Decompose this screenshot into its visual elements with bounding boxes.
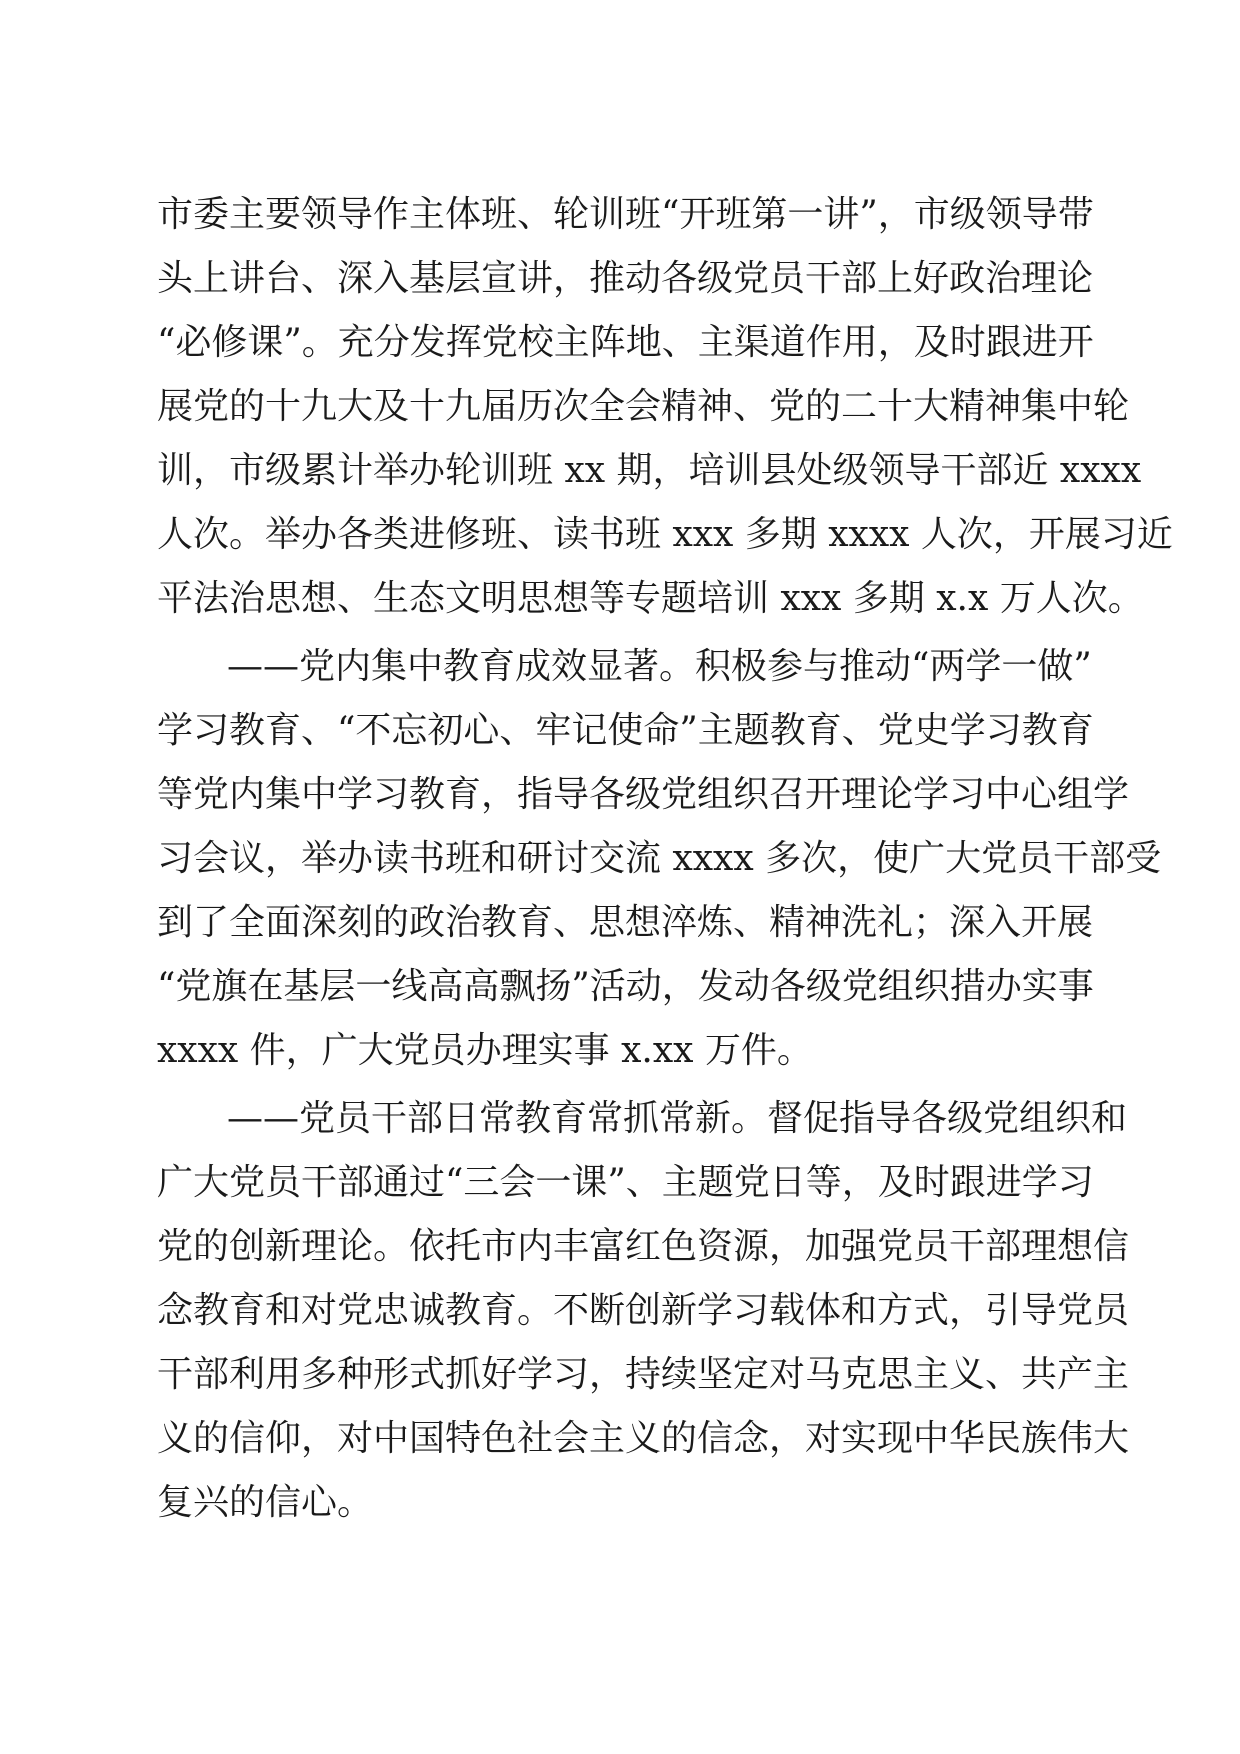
paragraph-line: 复兴的信心。 [157,1482,374,1523]
paragraph-line: 头上讲台、深入基层宣讲，推动各级党员干部上好政治理论 [157,258,1094,299]
paragraph-line: 义的信仰，对中国特色社会主义的信念，对实现中华民族伟大 [157,1418,1130,1459]
paragraph-line: “党旗在基层一线高高飘扬”活动，发动各级党组织措办实事 [157,966,1094,1007]
document-body [157,183,1173,1535]
paragraph-line: 党的创新理论。依托市内丰富红色资源，加强党员干部理想信 [157,1226,1130,1267]
paragraph-line: 念教育和对党忠诚教育。不断创新学习载体和方式，引导党员 [157,1290,1130,1331]
paragraph-line: 平法治思想、生态文明思想等专题培训 xxx 多期 x.x 万人次。 [157,578,1144,619]
paragraph-line: ——党内集中教育成效显著。积极参与推动“两学一做” [227,646,1092,687]
paragraph-training [157,183,1173,631]
paragraph-line: 训，市级累计举办轮训班 xx 期，培训县处级领导干部近 xxxx [157,450,1142,491]
paragraph-line: 广大党员干部通过“三会一课”、主题党日等，及时跟进学习 [157,1162,1094,1203]
paragraph-line: 展党的十九大及十九届历次全会精神、党的二十大精神集中轮 [157,386,1130,427]
paragraph-line: “必修课”。充分发挥党校主阵地、主渠道作用，及时跟进开 [157,322,1094,363]
paragraph-daily-education [157,1087,1130,1535]
paragraph-line: 习会议，举办读书班和研讨交流 xxxx 多次，使广大党员干部受 [157,838,1162,879]
paragraph-line: 干部利用多种形式抓好学习，持续坚定对马克思主义、共产主 [157,1354,1130,1395]
paragraph-line: 到了全面深刻的政治教育、思想淬炼、精神洗礼；深入开展 [157,902,1094,943]
paragraph-line: ——党员干部日常教育常抓常新。督促指导各级党组织和 [227,1098,1128,1139]
paragraph-line: 人次。举办各类进修班、读书班 xxx 多期 xxxx 人次，开展习近 [157,514,1173,555]
paragraph-line: xxxx 件，广大党员办理实事 x.xx 万件。 [157,1030,813,1071]
paragraph-line: 等党内集中学习教育，指导各级党组织召开理论学习中心组学 [157,774,1130,815]
paragraph-centralized-education [157,635,1162,1083]
paragraph-line: 市委主要领导作主体班、轮训班“开班第一讲”，市级领导带 [157,194,1094,235]
paragraph-line: 学习教育、“不忘初心、牢记使命”主题教育、党史学习教育 [157,710,1094,751]
